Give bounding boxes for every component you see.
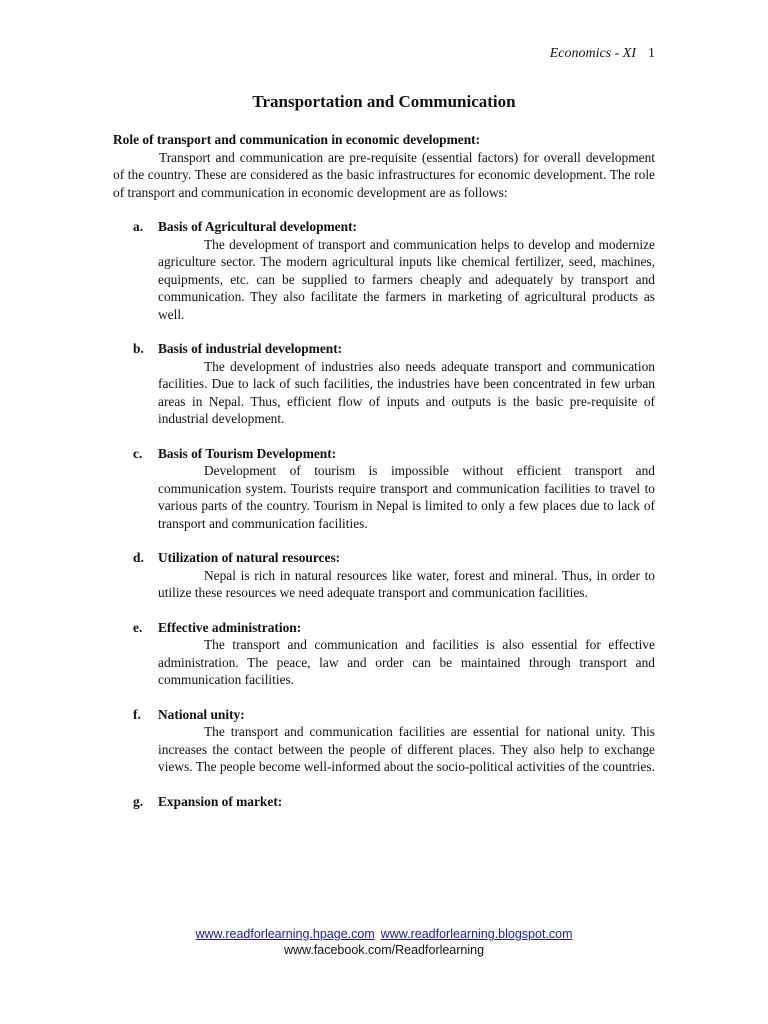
item-text: Development of tourism is impossible without efficient transport and communication system. Tourists require transport and communication facilities to travel to various parts of the country. Tourism in Nepal is limited to only a few places due to lack of transport and communication facilities. [158,463,655,531]
footer-facebook-text: www.facebook.com/Readforlearning [283,943,485,957]
item-heading: Utilization of natural resources: [158,550,341,565]
item-heading: Basis of Agricultural development: [158,219,357,234]
page-title: Transportation and Communication [252,92,516,111]
item-heading: Expansion of market: [158,793,283,809]
item-heading: Basis of Tourism Development: [158,445,337,461]
list-marker: a. [133,219,144,234]
course-label: Economics - XI [549,46,636,61]
footer-link-hpage[interactable]: www.readforlearning.hpage.com [195,927,375,941]
page-footer [0,926,768,958]
document-body [113,131,655,810]
item-heading: Effective administration: [158,619,302,635]
list-item-g [113,793,655,811]
list-marker: f. [133,706,141,722]
item-heading: National unity: [158,706,245,722]
page-header [550,46,655,62]
page-number: 1 [648,46,655,61]
list-item-f [113,706,655,776]
item-text: Nepal is rich in natural resources like water, forest and mineral. Thus, in order to utilize these resources we need adequate transport and communication facilities. [158,567,655,600]
item-text: The development of industries also needs adequate transport and communication facilities. Due to lack of such facilities, the industries have been concentrated in few urban areas in Nepal. Thus, efficient flow of inputs and outputs is the basic pre-requisite of industrial development. [158,358,655,426]
list-item-b [113,340,655,428]
list-marker: c. [133,445,143,461]
item-text: The transport and communication and facilities is also essential for effective administration. The peace, law and order can be maintained through transport and communication facilities. [158,637,655,687]
list-item-a [113,218,655,323]
section-intro: Transport and communication are pre-requisite (essential factors) for overall development of the country. These are considered as the basic infrastructures for economic development. The role of transport and communication in economic development are as follows: [113,149,655,200]
item-text: The transport and communication facilities are essential for national unity. This increases the contact between the people of different places. They also help to exchange views. The people become well-informed about the socio-political activities of the countries. [158,724,655,774]
item-heading: Basis of industrial development: [158,341,343,356]
list-item-d [113,549,655,602]
list-marker: b. [133,341,144,356]
item-text: The development of transport and communication helps to develop and modernize agriculture sector. The modern agricultural inputs like chemical fertilizer, seed, machines, equipments, etc. can be supplied to farmers cheaply and adequately by transport and communication. They also facilitate the farmers in marketing of agricultural products as well. [158,236,655,322]
footer-link-blogspot[interactable]: www.readforlearning.blogspot.com [380,927,573,941]
list-marker: d. [133,550,144,565]
list-marker: e. [133,619,143,635]
section-heading: Role of transport and communication in economic development: [113,132,481,147]
list-marker: g. [133,793,144,809]
list-item-c [113,445,655,533]
list-item-e [113,619,655,689]
